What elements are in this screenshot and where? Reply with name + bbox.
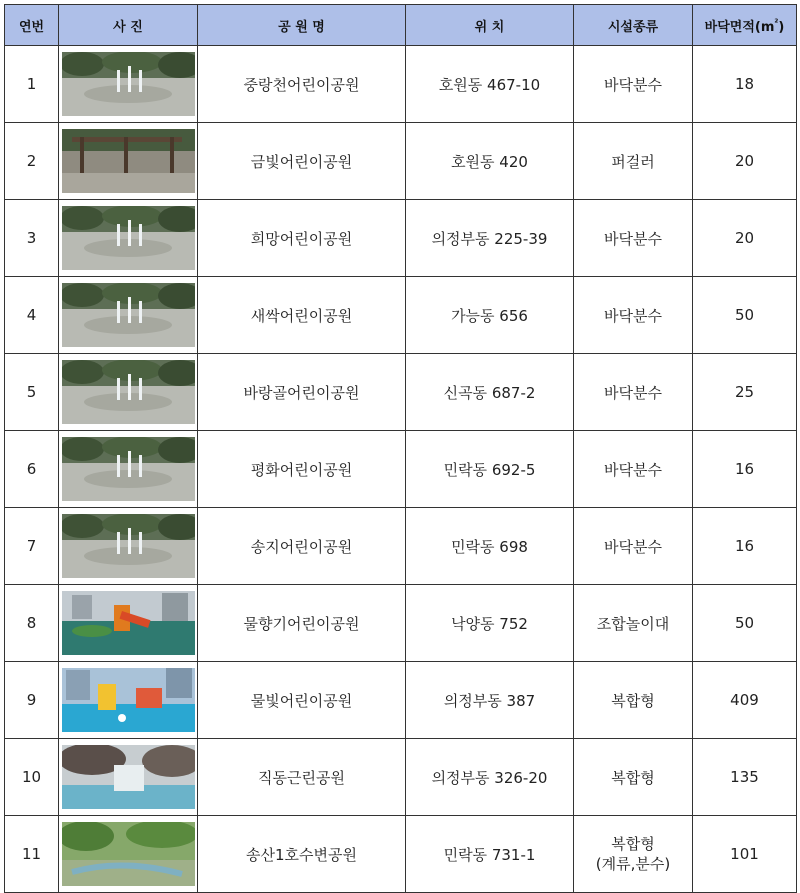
floor-area: 20 — [693, 123, 797, 200]
facility-type: 바닥분수 — [574, 46, 693, 123]
facility-type: 바닥분수 — [574, 277, 693, 354]
row-number: 2 — [5, 123, 59, 200]
park-photo-image — [62, 745, 195, 809]
park-photo-image — [62, 514, 195, 578]
facility-type-line2: (계류,분수) — [595, 855, 671, 873]
table-row — [5, 277, 797, 354]
park-photo-image — [62, 129, 195, 193]
header-facility: 시설종류 — [574, 5, 693, 46]
park-photo-image — [62, 206, 195, 270]
park-location: 의정부동 387 — [406, 662, 574, 739]
park-location: 민락동 698 — [406, 508, 574, 585]
park-photo-image — [62, 668, 195, 732]
floor-area: 16 — [693, 508, 797, 585]
row-number: 9 — [5, 662, 59, 739]
facility-type — [574, 816, 693, 893]
park-location: 호원동 420 — [406, 123, 574, 200]
park-name: 송지어린이공원 — [198, 508, 406, 585]
facility-type: 바닥분수 — [574, 200, 693, 277]
park-photo — [59, 431, 198, 508]
row-number: 3 — [5, 200, 59, 277]
park-name: 물빛어린이공원 — [198, 662, 406, 739]
park-photo-image — [62, 360, 195, 424]
park-photo — [59, 508, 198, 585]
header-name: 공 원 명 — [198, 5, 406, 46]
park-photo-image — [62, 52, 195, 116]
header-photo: 사 진 — [59, 5, 198, 46]
row-number: 5 — [5, 354, 59, 431]
row-number: 10 — [5, 739, 59, 816]
header-area — [693, 5, 797, 46]
park-photo — [59, 123, 198, 200]
table-row — [5, 123, 797, 200]
floor-area: 50 — [693, 277, 797, 354]
table-row — [5, 431, 797, 508]
header-area-sup: ² — [774, 18, 779, 29]
park-photo — [59, 354, 198, 431]
park-photo — [59, 46, 198, 123]
row-number: 1 — [5, 46, 59, 123]
park-name: 평화어린이공원 — [198, 431, 406, 508]
row-number: 11 — [5, 816, 59, 893]
floor-area: 409 — [693, 662, 797, 739]
park-photo-image — [62, 283, 195, 347]
park-name: 중랑천어린이공원 — [198, 46, 406, 123]
table-row — [5, 739, 797, 816]
park-photo — [59, 277, 198, 354]
park-name: 새싹어린이공원 — [198, 277, 406, 354]
facility-type-line1: 복합형 — [611, 835, 655, 853]
facility-type: 바닥분수 — [574, 431, 693, 508]
table-row — [5, 508, 797, 585]
facility-type: 조합놀이대 — [574, 585, 693, 662]
park-photo — [59, 585, 198, 662]
row-number: 6 — [5, 431, 59, 508]
facility-type: 복합형 — [574, 739, 693, 816]
floor-area: 135 — [693, 739, 797, 816]
table-row — [5, 46, 797, 123]
parks-table — [4, 4, 797, 893]
park-location: 신곡동 687-2 — [406, 354, 574, 431]
park-location: 민락동 692-5 — [406, 431, 574, 508]
header-area-text: 바닥면적(m — [704, 19, 775, 35]
floor-area: 50 — [693, 585, 797, 662]
table-row — [5, 200, 797, 277]
floor-area: 20 — [693, 200, 797, 277]
row-number: 8 — [5, 585, 59, 662]
header-row — [5, 5, 797, 46]
facility-type: 바닥분수 — [574, 354, 693, 431]
park-photo — [59, 739, 198, 816]
row-number: 7 — [5, 508, 59, 585]
park-name: 바랑골어린이공원 — [198, 354, 406, 431]
park-name: 직동근린공원 — [198, 739, 406, 816]
park-photo-image — [62, 437, 195, 501]
park-location: 가능동 656 — [406, 277, 574, 354]
header-no: 연번 — [5, 5, 59, 46]
table-row — [5, 662, 797, 739]
park-name: 송산1호수변공원 — [198, 816, 406, 893]
park-photo — [59, 816, 198, 893]
table-row — [5, 354, 797, 431]
floor-area: 18 — [693, 46, 797, 123]
floor-area: 25 — [693, 354, 797, 431]
park-name: 금빛어린이공원 — [198, 123, 406, 200]
park-name: 희망어린이공원 — [198, 200, 406, 277]
floor-area: 101 — [693, 816, 797, 893]
facility-type: 퍼걸러 — [574, 123, 693, 200]
table-row — [5, 585, 797, 662]
facility-type: 복합형 — [574, 662, 693, 739]
header-location: 위 치 — [406, 5, 574, 46]
park-photo-image — [62, 591, 195, 655]
park-photo — [59, 662, 198, 739]
park-name: 물향기어린이공원 — [198, 585, 406, 662]
floor-area: 16 — [693, 431, 797, 508]
park-photo — [59, 200, 198, 277]
table-row — [5, 816, 797, 893]
park-location: 의정부동 326-20 — [406, 739, 574, 816]
park-location: 민락동 731-1 — [406, 816, 574, 893]
park-location: 낙양동 752 — [406, 585, 574, 662]
facility-type: 바닥분수 — [574, 508, 693, 585]
park-location: 의정부동 225-39 — [406, 200, 574, 277]
park-location: 호원동 467-10 — [406, 46, 574, 123]
header-area-close: ) — [778, 19, 785, 35]
row-number: 4 — [5, 277, 59, 354]
